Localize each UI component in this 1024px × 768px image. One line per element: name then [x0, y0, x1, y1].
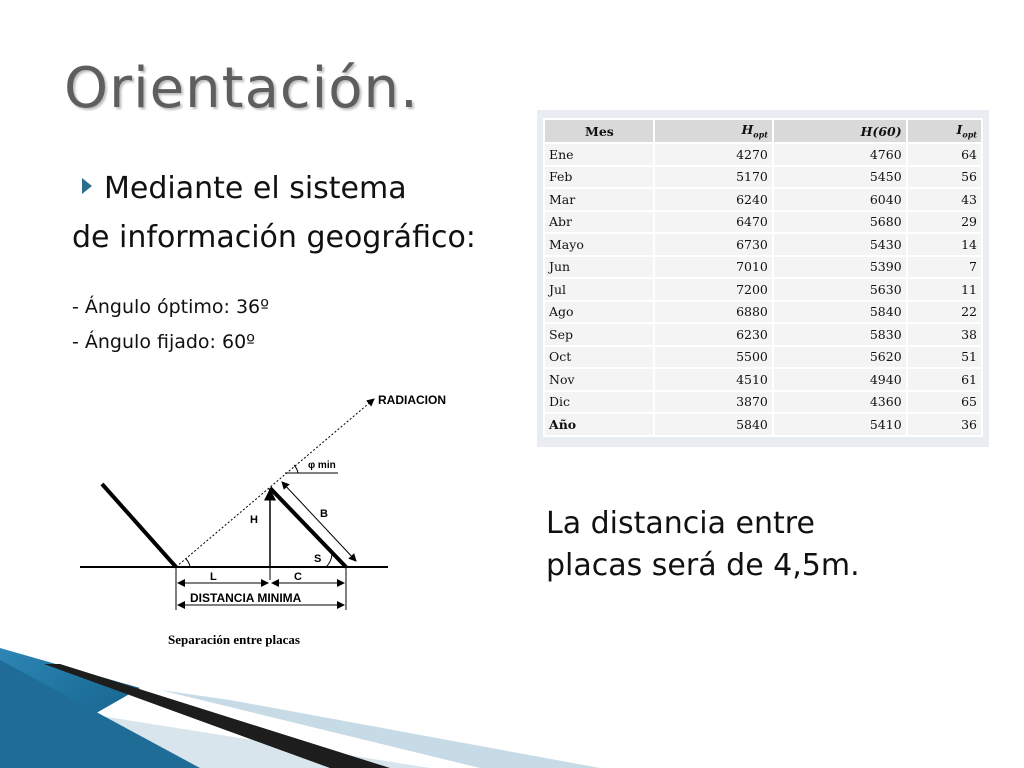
cell-h-opt: 5840	[654, 413, 773, 436]
table-header-row	[544, 119, 982, 143]
cell-month: Dic	[544, 391, 654, 414]
col-header-h-opt	[654, 119, 773, 143]
cell-i-opt: 56	[907, 166, 982, 189]
cell-h60: 5840	[773, 301, 907, 324]
cell-h60: 4760	[773, 143, 907, 166]
table-row	[544, 323, 982, 346]
cell-i-opt: 64	[907, 143, 982, 166]
cell-h-opt: 7010	[654, 256, 773, 279]
col-header-h60: H(60)	[773, 119, 907, 143]
cell-h60: 5390	[773, 256, 907, 279]
cell-h-opt: 6230	[654, 323, 773, 346]
col-header-i-opt	[907, 119, 982, 143]
cell-i-opt: 38	[907, 323, 982, 346]
col-header-h-opt-main: H	[741, 122, 754, 138]
table-row	[544, 143, 982, 166]
cell-i-opt: 65	[907, 391, 982, 414]
table-row	[544, 413, 982, 436]
cell-i-opt: 61	[907, 368, 982, 391]
cell-h-opt: 6240	[654, 188, 773, 211]
cell-i-opt: 14	[907, 233, 982, 256]
cell-month: Abr	[544, 211, 654, 234]
monthly-irradiation-table	[543, 118, 983, 437]
cell-month: Ene	[544, 143, 654, 166]
label-s: S	[314, 553, 322, 565]
cell-h-opt: 6730	[654, 233, 773, 256]
cell-h60: 5630	[773, 278, 907, 301]
cell-h60: 5430	[773, 233, 907, 256]
table-row	[544, 166, 982, 189]
table-row	[544, 278, 982, 301]
col-header-i-opt-main: I	[956, 122, 963, 138]
cell-i-opt: 22	[907, 301, 982, 324]
cell-h60: 4940	[773, 368, 907, 391]
conclusion-text	[546, 503, 986, 587]
deco-blue-band	[0, 648, 140, 768]
cell-h-opt: 3870	[654, 391, 773, 414]
cell-month: Ago	[544, 301, 654, 324]
data-table-panel	[537, 110, 989, 447]
radiation-ray	[176, 399, 374, 567]
left-panel	[102, 484, 176, 567]
cell-h-opt: 7200	[654, 278, 773, 301]
table-row	[544, 256, 982, 279]
cell-h60: 5450	[773, 166, 907, 189]
angle-arc-min	[294, 465, 298, 473]
conclusion-line-1: La distancia entre	[546, 506, 815, 541]
cell-h-opt: 5170	[654, 166, 773, 189]
deco-blue-wedge	[0, 660, 200, 768]
table-row	[544, 391, 982, 414]
col-header-month: Mes	[544, 119, 654, 143]
cell-month: Sep	[544, 323, 654, 346]
conclusion-line-2: placas será de 4,5m.	[546, 548, 860, 583]
sub-item-optimal-angle: - Ángulo óptimo: 36º	[72, 296, 270, 318]
cell-i-opt: 29	[907, 211, 982, 234]
page-title: Orientación.	[64, 56, 419, 121]
angle-arc-s	[326, 554, 332, 567]
label-h: H	[250, 514, 258, 526]
col-header-i-opt-sub: opt	[962, 129, 977, 140]
b-dimension	[282, 482, 356, 561]
cell-month: Año	[544, 413, 654, 436]
cell-i-opt: 51	[907, 346, 982, 369]
bullet-text: Mediante el sistema	[104, 171, 407, 206]
cell-i-opt: 11	[907, 278, 982, 301]
cell-month: Mar	[544, 188, 654, 211]
cell-month: Jul	[544, 278, 654, 301]
cell-month: Nov	[544, 368, 654, 391]
table-row	[544, 346, 982, 369]
cell-h-opt: 6470	[654, 211, 773, 234]
cell-h60: 5410	[773, 413, 907, 436]
cell-h60: 4360	[773, 391, 907, 414]
cell-month: Jun	[544, 256, 654, 279]
col-header-h-opt-sub: opt	[753, 129, 768, 140]
label-distancia-minima: DISTANCIA MINIMA	[190, 591, 302, 605]
cell-h60: 5680	[773, 211, 907, 234]
cell-h-opt: 5500	[654, 346, 773, 369]
label-phi-min: φ min	[308, 460, 336, 471]
deco-light-stroke	[160, 690, 600, 768]
cell-i-opt: 43	[907, 188, 982, 211]
cell-h-opt: 4510	[654, 368, 773, 391]
label-c: C	[294, 571, 302, 583]
cell-month: Mayo	[544, 233, 654, 256]
cell-h60: 6040	[773, 188, 907, 211]
cell-month: Feb	[544, 166, 654, 189]
deco-light-band	[0, 700, 430, 768]
bullet-continuation: de información geográfico:	[72, 220, 476, 255]
cell-h-opt: 6880	[654, 301, 773, 324]
deco-dark-stroke	[44, 664, 390, 768]
diagram-caption: Separación entre placas	[168, 632, 300, 647]
cell-h60: 5620	[773, 346, 907, 369]
right-panel	[270, 488, 346, 567]
cell-month: Oct	[544, 346, 654, 369]
label-radiacion: RADIACION	[378, 393, 446, 407]
label-b: B	[320, 508, 328, 520]
table-row	[544, 233, 982, 256]
cell-i-opt: 36	[907, 413, 982, 436]
table-row	[544, 211, 982, 234]
angle-arc-ground	[186, 559, 190, 567]
sub-item-fixed-angle: - Ángulo fijado: 60º	[72, 331, 256, 353]
cell-i-opt: 7	[907, 256, 982, 279]
cell-h60: 5830	[773, 323, 907, 346]
bullet-icon	[82, 178, 92, 194]
label-l: L	[210, 571, 217, 583]
cell-h-opt: 4270	[654, 143, 773, 166]
panel-spacing-diagram	[78, 384, 478, 654]
table-row	[544, 188, 982, 211]
table-row	[544, 301, 982, 324]
table-row	[544, 368, 982, 391]
